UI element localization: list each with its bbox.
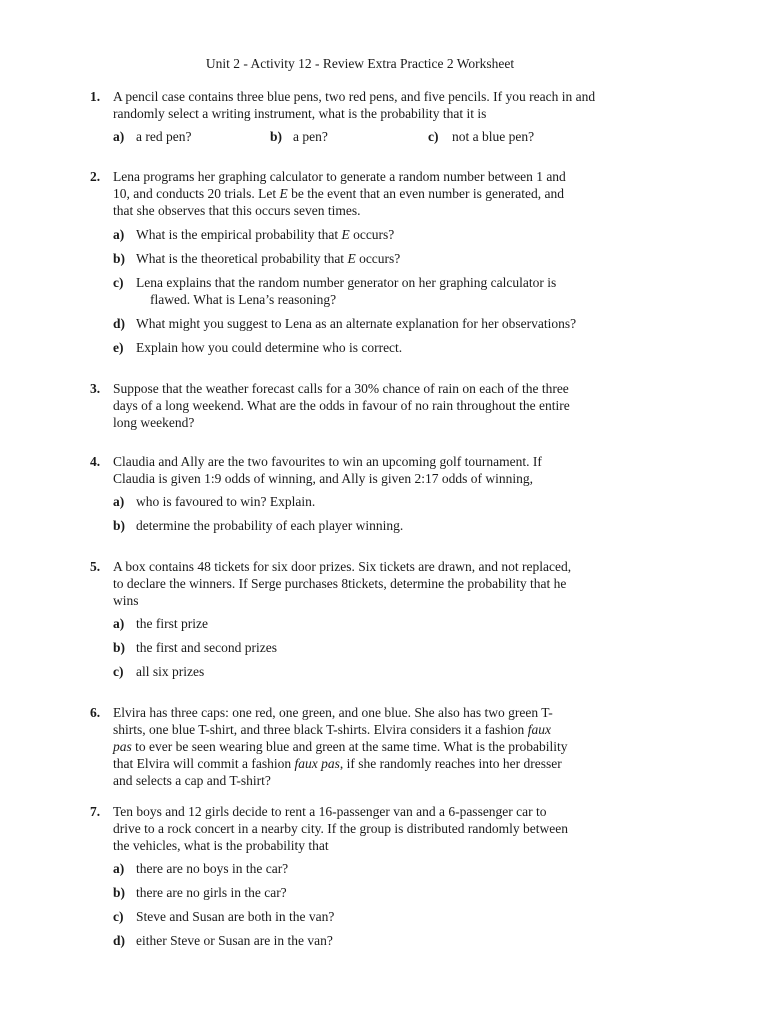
question-line: to declare the winners. If Serge purchases 8tickets, determine the probability that he [113,576,567,591]
sub-question-label: a) [113,616,125,631]
sub-question-text: Steve and Susan are both in the van? [136,909,335,924]
sub-question-text: Explain how you could determine who is correct. [136,340,403,355]
question-line: randomly select a writing instrument, what is the probability that it is [113,106,487,121]
question-line: drive to a rock concert in a nearby city. If the group is distributed randomly between [113,821,568,836]
question-line: that she observes that this occurs seven times. [113,203,361,218]
option-label: a) [113,129,125,144]
question-line: pas to ever be seen wearing blue and green at the same time. What is the probability [113,739,568,754]
option-text: not a blue pen? [452,129,535,144]
question-line: the vehicles, what is the probability that [113,838,329,853]
sub-question-label: b) [113,251,126,266]
sub-question-text: determine the probability of each player winning. [136,518,404,533]
question-line: that Elvira will commit a fashion faux pas, if she randomly reaches into her dresser [113,756,562,771]
sub-question-label: c) [113,909,124,924]
sub-question-label: b) [113,885,126,900]
sub-question-label: a) [113,227,125,242]
sub-question-text: there are no boys in the car? [136,861,289,876]
sub-question-label: b) [113,518,126,533]
sub-question-text: who is favoured to win? Explain. [136,494,316,509]
question-text [113,704,608,789]
option-label: b) [270,129,283,144]
sub-question-text: all six prizes [136,664,205,679]
question-text [113,380,608,431]
option-label: c) [428,129,439,144]
sub-question-text: What is the theoretical probability that E occurs? [136,251,401,266]
sub-question-text: the first and second prizes [136,640,277,655]
question-number: 4. [90,454,101,469]
sub-question-line: flawed. What is Lena’s reasoning? [150,292,337,307]
sub-question-text: What might you suggest to Lena as an alternate explanation for her observations? [136,316,577,331]
question-number: 7. [90,804,101,819]
sub-question-label: d) [113,316,126,331]
sub-question-text: the first prize [136,616,208,631]
question-line: wins [113,593,139,608]
question-number: 6. [90,705,101,720]
question-line: A pencil case contains three blue pens, two red pens, and five pencils. If you reach in and [113,89,596,104]
question-number: 5. [90,559,101,574]
sub-question-text [136,274,596,308]
sub-question-label: d) [113,933,126,948]
question-line: and selects a cap and T-shirt? [113,773,271,788]
sub-question-label: b) [113,640,126,655]
sub-question-label: c) [113,275,124,290]
question-line: Lena programs her graphing calculator to generate a random number between 1 and [113,169,566,184]
question-text [113,453,608,487]
question-line: A box contains 48 tickets for six door prizes. Six tickets are drawn, and not replaced, [113,559,572,574]
question-line: Suppose that the weather forecast calls for a 30% chance of rain on each of the three [113,381,569,396]
sub-question-label: e) [113,340,124,355]
question-line: shirts, one blue T-shirt, and three black T-shirts. Elvira considers it a fashion faux [113,722,551,737]
question-text [113,168,608,219]
question-line: Claudia is given 1:9 odds of winning, and Ally is given 2:17 odds of winning, [113,471,533,486]
option-text: a pen? [293,129,328,144]
question-text [113,88,608,122]
question-text [113,803,608,854]
question-number: 1. [90,89,101,104]
sub-question-label: a) [113,861,125,876]
question-number: 2. [90,169,101,184]
question-line: 10, and conducts 20 trials. Let E be the event that an even number is generated, and [113,186,564,201]
question-line: days of a long weekend. What are the odds in favour of no rain throughout the entire [113,398,570,413]
sub-question-label: a) [113,494,125,509]
worksheet-title: Unit 2 - Activity 12 - Review Extra Practice 2 Worksheet [205,56,515,71]
sub-question-text: there are no girls in the car? [136,885,287,900]
question-line: Claudia and Ally are the two favourites to win an upcoming golf tournament. If [113,454,542,469]
sub-question-line: Lena explains that the random number generator on her graphing calculator is [136,275,557,290]
sub-question-text: either Steve or Susan are in the van? [136,933,333,948]
question-line: Elvira has three caps: one red, one green, and one blue. She also has two green T- [113,705,553,720]
option-text: a red pen? [136,129,192,144]
question-number: 3. [90,381,101,396]
question-line: long weekend? [113,415,195,430]
sub-question-text: What is the empirical probability that E occurs? [136,227,395,242]
question-line: Ten boys and 12 girls decide to rent a 16-passenger van and a 6-passenger car to [113,804,547,819]
question-text [113,558,608,609]
sub-question-label: c) [113,664,124,679]
